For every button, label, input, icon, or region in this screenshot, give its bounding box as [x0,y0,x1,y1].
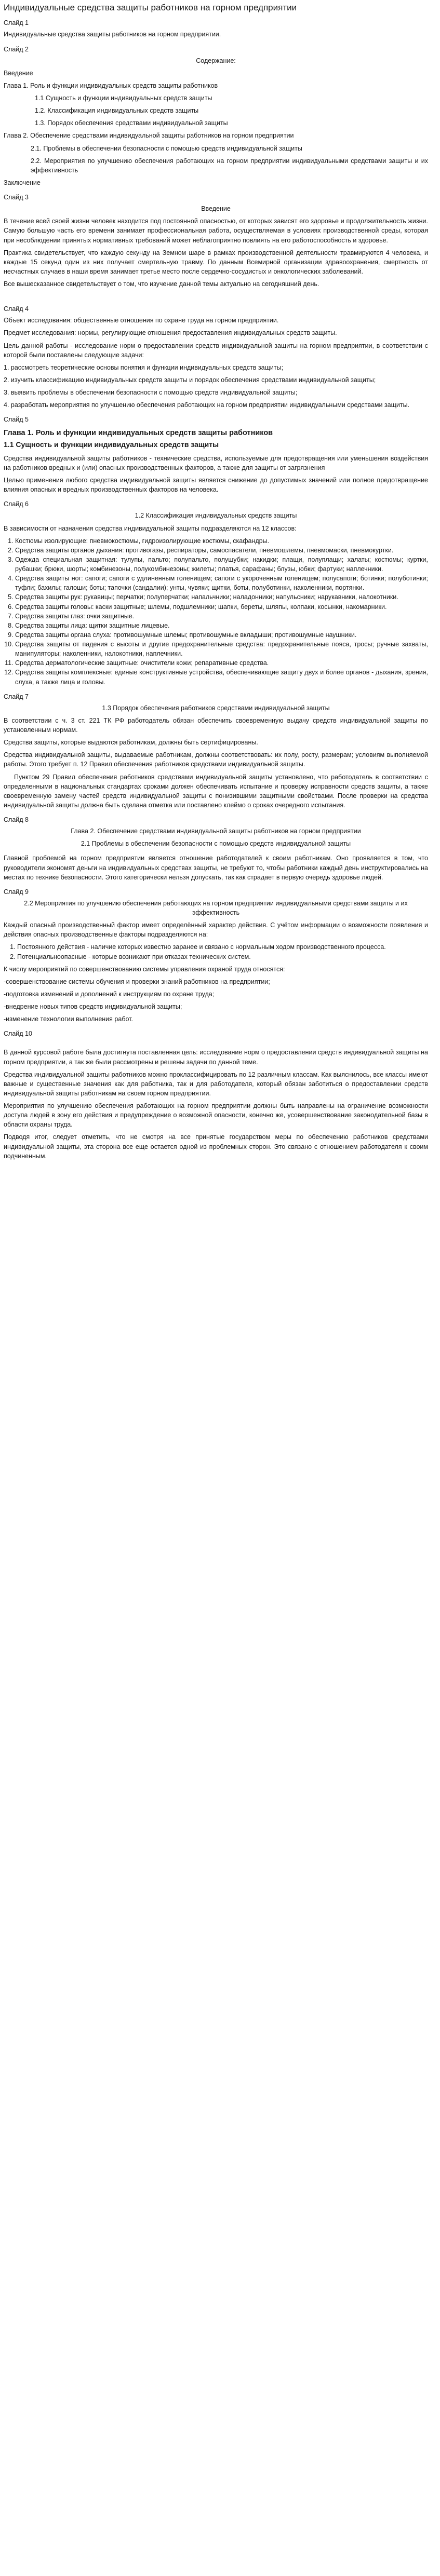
slide-5-label: Слайд 5 [4,416,29,424]
toc-item-intro: Введение [4,69,33,77]
measure-item: -внедрение новых типов средств индивидуальной защиты; [4,1003,182,1011]
list-item: 12. Средства защиты комплексные: единые конструктивные устройства, обеспечивающие защиту двух и более органов - дыхания, зрения, слуха, а также лица и головы. [15,668,428,686]
list-item: 6. Средства защиты головы: каски защитные; шлемы, подшлемники; шапки, береты, шляпы, колпаки, косынки, накомарники. [15,602,428,612]
conclusion-paragraph: Средства индивидуальной защиты работников можно проклассифицировать по 12 различным классам. Как выяснилось, все классы имеют важные и существенные значения как для работника, так и для работодателя, который обязан заботиться о предоставлении средств индивидуальной защиты работникам на своем горном предприятии. [4,1070,428,1097]
research-task: 1. рассмотреть теоретические основы понятия и функции индивидуальных средств защиты; [4,363,284,371]
procedure-paragraph: Средства защиты, которые выдаются работникам, должны быть сертифицированы. [4,739,258,747]
list-item: 8. Средства защиты лица: щитки защитные лицевые. [15,621,428,630]
conclusion-paragraph: В данной курсовой работе была достигнута поставленная цель: исследование норм о предоставлении средств индивидуальной защиты на горном предприятии, а так же были рассмотрены и решены задачи по данной теме. [4,1049,428,1066]
measures-lead: К числу мероприятий по совершенствованию системы управления охраной труда относятся: [4,965,285,973]
toc-item-conclusion: Заключение [4,179,41,186]
document-title: Индивидуальные средства защиты работников на горном предприятии [4,3,297,12]
measure-item: -совершенствование системы обучения и проверки знаний работников на предприятии; [4,978,270,985]
slide-2-label: Слайд 2 [4,45,29,53]
list-item: 5. Средства защиты рук: рукавицы; перчатки; полуперчатки; напальчники; наладонники; напульсники; нарукавники, налокотники. [15,592,428,602]
procedure-paragraph: В соответствии с ч. 3 ст. 221 ТК РФ работодатель обязан обеспечить своевременную выдачу средств индивидуальной защиты по установленным нормам. [4,716,428,734]
intro-paragraph: В течение всей своей жизни человек находится под постоянной опасностью, от которых зависят его здоровье и продолжительность жизни. Самую большую часть его времени занимает профессиональная работа, осуществляемая в условиях производственной среды, которая при несоблюдении принятых нормативных требований может неблагоприятно повлиять на его работоспособность и здоровье. [4,218,428,244]
toc-item-2-1: 2.1. Проблемы в обеспечении безопасности с помощью средств индивидуальной защиты [31,144,302,152]
slide-1-text: Индивидуальные средства защиты работников на горном предприятии. [4,31,221,38]
conclusion-paragraph: Мероприятия по улучшению обеспечения работающих на горном предприятии должны быть направлены на ограничение возможности доступа людей в зону его действия и предупреждение о возможной опасности, конечно же, усовершенствование законодательной базы в области охраны труда. [4,1102,428,1129]
chapter-2-heading: Глава 2. Обеспечение средствами индивидуальной защиты работников на горном предприятии [71,828,361,835]
section-1-3-heading: 1.3 Порядок обеспечения работников средствами индивидуальной защиты [102,704,330,712]
section-1-1-heading: 1.1 Сущность и функции индивидуальных средств защиты [4,440,219,449]
slide-6-label: Слайд 6 [4,500,29,508]
procedure-paragraph: Пунктом 29 Правил обеспечения работников средствами индивидуальной защиты установлено, что работодатель в соответствии с определенными в национальных стандартах сроками должен обеспечивать испытание и проверку исправности средств защиты, а также своевременную замену частей средств индивидуальной защиты с понизившими защитными свойствами. После проверки на средства индивидуальной защиты должна быть сделана отметка или поставлено клеймо о сроках очередного испытания. [4,773,428,809]
list-item: 3. Одежда специальная защитная: тулупы, пальто; полупальто, полушубки; накидки; плащи, полуплащи; халаты; костюмы; куртки, рубашки; брюки, шорты; комбинезоны, полукомбинезоны; жилеты; платья, сарафаны; блузы, юбки; фартуки; наплечники. [15,555,428,574]
classification-intro: В зависимости от назначения средства индивидуальной защиты подразделяются на 12 классов: [4,524,297,532]
research-goal: Цель данной работы - исследование норм о предоставлении средств индивидуальной защиты на горном предприятии, в соответствии с которой были поставлены следующие задачи: [4,342,428,359]
section-2-1-heading: 2.1 Проблемы в обеспечении безопасности с помощью средств индивидуальной защиты [81,840,351,848]
list-item: 7. Средства защиты глаз: очки защитные. [15,612,428,621]
toc-heading: Содержание: [196,57,236,64]
slide-4-label: Слайд 4 [4,305,29,313]
slide-10-label: Слайд 10 [4,1030,32,1038]
definition-paragraph: Средства индивидуальной защиты работников - технические средства, используемые для предотвращения или уменьшения воздействия на работников вредных и (или) опасных производственных факторов, а также для защиты от загрязнения [4,454,428,471]
research-task: 2. изучить классификацию индивидуальных средств защиты и порядок обеспечения средствами индивидуальной защиты; [4,376,376,384]
measure-item: -подготовка изменений и дополнений к инструкциям по охране труда; [4,990,215,998]
factors-intro: Каждый опасный производственный фактор имеет определённый характер действия. С учётом информации о возможности появления и действия опасных производственные факторы подразделяются на: [4,921,428,939]
section-2-2-heading: 2.2 Мероприятия по улучшению обеспечения работающих на горном предприятии индивидуальными средствами защиты и их эффективность [24,899,408,917]
section-1-2-heading: 1.2 Классификация индивидуальных средств защиты [135,512,297,520]
research-object: Объект исследования: общественные отношения по охране труда на горном предприятии. [4,317,279,324]
measure-item: -изменение технологии выполнения работ. [4,1015,133,1023]
chapter-1-heading: Глава 1. Роль и функции индивидуальных средств защиты работников [4,429,273,438]
list-item: 10. Средства защиты от падения с высоты и другие предохранительные средства: предохранительные пояса, тросы; ручные захваты, манипуляторы; наколенники, налокотники, наплечники. [15,640,428,658]
procedure-paragraph: Средства индивидуальной защиты, выдаваемые работникам, должны соответствовать: их полу, росту, размерам; условиям выполняемой работы. Этого требует п. 12 Правил обеспечения работников средствами индивидуальной защиты. [4,751,428,768]
intro-paragraph: Все вышесказанное свидетельствует о том, что изучение данной темы актуально на сегодняшний день. [4,280,319,288]
factor-type-list [4,942,428,961]
toc-item-1-1: 1.1 Сущность и функции индивидуальных средств защиты [35,94,212,102]
problems-paragraph: Главной проблемой на горном предприятии является отношение работодателей к своим работникам. Оно проявляется в том, что руководители экономят деньги на индивидуальных средствах защиты, не требуют то, чтобы работники каждый день инструктировались на местах по технике безопасности. Этого категорически нельзя допускать, так как страдает в первую очередь здоровье людей. [4,855,428,881]
list-item: 2. Средства защиты органов дыхания: противогазы, респираторы, самоспасатели, пневмошлемы, пневмомаски, пневмокуртки. [15,546,428,555]
list-item: 1. Постоянного действия - наличие которых известно заранее и связано с нормальным ходом производственного процесса. [17,942,428,952]
list-item: 1. Костюмы изолирующие: пневмокостюмы, гидроизолирующие костюмы, скафандры. [15,536,428,546]
intro-heading: Введение [201,205,231,213]
slide-8-label: Слайд 8 [4,816,29,824]
intro-paragraph: Практика свидетельствует, что каждую секунду на Земном шаре в рамках производственной деятельности травмируются 4 человека, и каждые 15 секунд один из них получает смертельную травму. По данным Всемирной организации здравоохранения, смертность от несчастных случаев в наши время занимает третье место после сердечно-сосудистых и онкологических заболеваний. [4,249,428,275]
slide-9-label: Слайд 9 [4,888,29,896]
purpose-paragraph: Целью применения любого средства индивидуальной защиты является снижение до допустимых значений или полное предотвращение влияния опасных и вредных производственных факторов на человека. [4,477,428,494]
document-page [0,0,432,1174]
research-subject: Предмет исследования: нормы, регулирующие отношения предоставления индивидуальных средств защиты. [4,329,337,337]
toc-item-chapter-1: Глава 1. Роль и функции индивидуальных средств защиты работников [4,82,218,89]
list-item: 9. Средства защиты органа слуха: противошумные шлемы; противошумные вкладыши; противошумные наушники. [15,630,428,640]
toc-item-1-3: 1.3. Порядок обеспечения средствами индивидуальной защиты [35,119,228,127]
research-task: 3. выявить проблемы в обеспечении безопасности с помощью средств индивидуальной защиты; [4,389,298,396]
slide-1-label: Слайд 1 [4,19,29,27]
slide-3-label: Слайд 3 [4,194,29,201]
toc-item-1-2: 1.2. Классификация индивидуальных средств защиты [35,107,199,115]
list-item: 11. Средства дерматологические защитные: очистители кожи; репаративные средства. [15,658,428,668]
list-item: 2. Потенциальноопасные - которые возникают при отказах технических систем. [17,952,428,961]
slide-7-label: Слайд 7 [4,693,29,700]
research-task: 4. разработать мероприятия по улучшению обеспечения работающих на горном предприятии индивидуальными средствами защиты. [4,401,410,409]
toc-item-chapter-2: Глава 2. Обеспечение средствами индивидуальной защиты работников на горном предприятии [4,132,294,140]
conclusion-paragraph: Подводя итог, следует отметить, что не смотря на все принятые государством меры по обеспечению работников средствами индивидуальной защиты, эта сторона все еще остается одной из проблемных сторон. Это связано с отношением работодателя к своим подчиненным. [4,1133,428,1160]
toc-item-2-2: 2.2. Мероприятия по улучшению обеспечения работающих на горном предприятии индивидуальными средствами защиты и их эффективность [31,157,428,174]
ppe-class-list [4,536,428,687]
list-item: 4. Средства защиты ног: сапоги; сапоги с удлиненным голенищем; сапоги с укороченным голенищем; полусапоги; ботинки; полуботинки; туфли; бахилы; галоши; боты; тапочки (сандалии); унты, чувяки; щитки, боты, полуботинки, наколенники, портянки. [15,574,428,592]
